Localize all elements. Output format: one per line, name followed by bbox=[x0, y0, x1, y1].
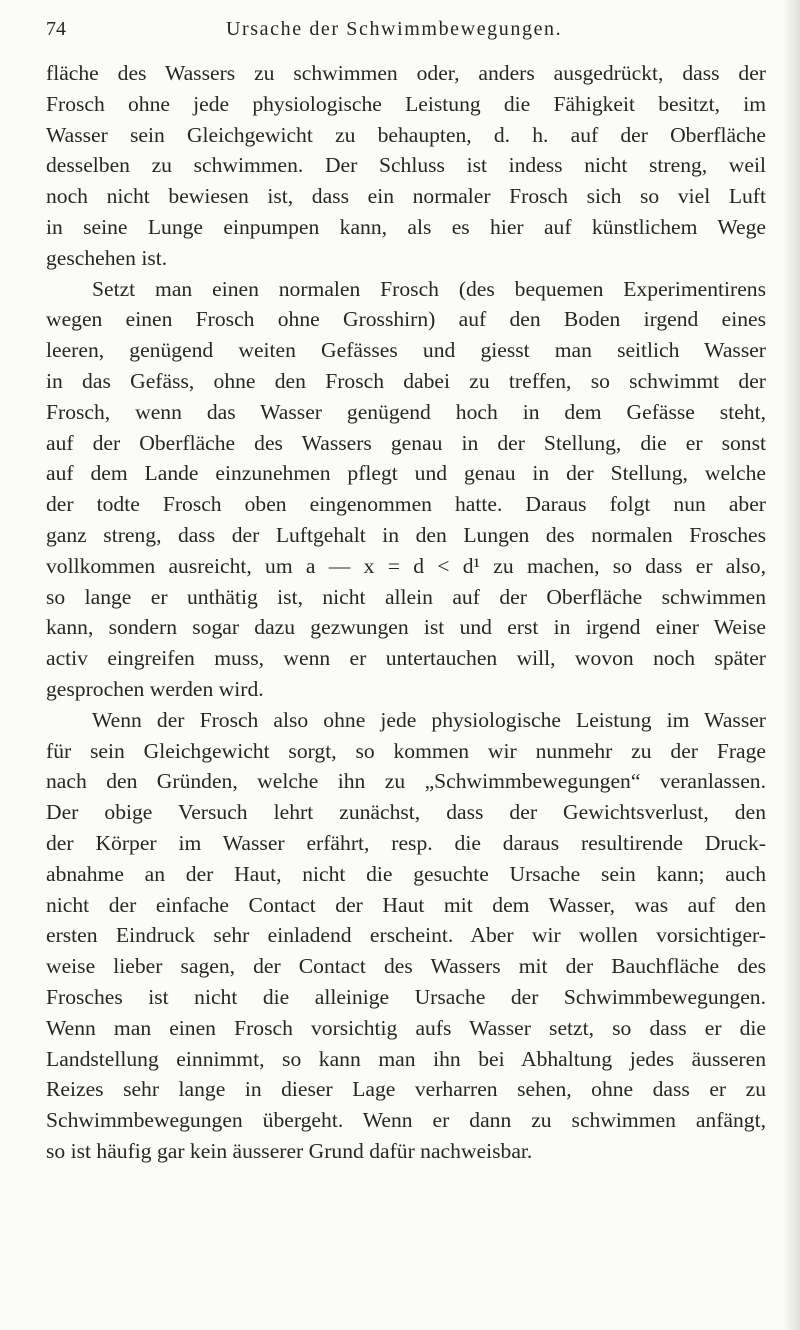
text-line: Schwimmbewegungen übergeht. Wenn er dann zu schwimmen anfängt, bbox=[46, 1108, 766, 1133]
text-line: Wenn man einen Frosch vorsichtig aufs Wasser setzt, so dass er die bbox=[46, 1015, 766, 1040]
body-text bbox=[46, 58, 766, 1167]
text-line: der todte Frosch oben eingenommen hatte. Daraus folgt nun aber bbox=[46, 492, 766, 517]
text-line: activ eingreifen muss, wenn er untertauchen will, wovon noch später bbox=[46, 646, 766, 671]
page-number: 74 bbox=[46, 18, 66, 40]
running-head: Ursache der Schwimmbewegungen. bbox=[226, 18, 563, 40]
text-line: nach den Gründen, welche ihn zu „Schwimmbewegungen“ veranlassen. bbox=[46, 769, 766, 794]
text-line: für sein Gleichgewicht sorgt, so kommen wir nunmehr zu der Frage bbox=[46, 738, 766, 763]
text-line: in seine Lunge einpumpen kann, als es hier auf künstlichem Wege bbox=[46, 214, 766, 239]
text-line: noch nicht bewiesen ist, dass ein normaler Frosch sich so viel Luft bbox=[46, 184, 766, 209]
text-line: Frosch, wenn das Wasser genügend hoch in dem Gefässe steht, bbox=[46, 399, 766, 424]
text-line: fläche des Wassers zu schwimmen oder, anders ausgedrückt, dass der bbox=[46, 61, 766, 85]
text-line: auf der Oberfläche des Wassers genau in der Stellung, die er sonst bbox=[46, 430, 766, 455]
text-line: Landstellung einnimmt, so kann man ihn bei Abhaltung jedes äusseren bbox=[46, 1046, 766, 1071]
text-line: in das Gefäss, ohne den Frosch dabei zu treffen, so schwimmt der bbox=[46, 368, 766, 393]
text-line: weise lieber sagen, der Contact des Wassers mit der Bauchfläche des bbox=[46, 954, 766, 979]
text-line: so ist häufig gar kein äusserer Grund dafür nachweisbar. bbox=[46, 1138, 533, 1163]
text-line: Frosch ohne jede physiologische Leistung die Fähigkeit besitzt, im bbox=[46, 91, 766, 116]
text-line: Der obige Versuch lehrt zunächst, dass der Gewichtsverlust, den bbox=[46, 800, 766, 825]
text-line: ersten Eindruck sehr einladend erscheint. Aber wir wollen vorsichtiger- bbox=[46, 923, 766, 948]
text-line: Reizes sehr lange in dieser Lage verharren sehen, ohne dass er zu bbox=[46, 1077, 766, 1102]
text-line: ganz streng, dass der Luftgehalt in den Lungen des normalen Frosches bbox=[46, 522, 766, 547]
text-line: geschehen ist. bbox=[46, 245, 168, 270]
page-header bbox=[46, 14, 766, 44]
text-line: so lange er unthätig ist, nicht allein auf der Oberfläche schwimmen bbox=[46, 584, 766, 609]
text-line: Wenn der Frosch also ohne jede physiologische Leistung im Wasser bbox=[92, 707, 766, 732]
text-line: der Körper im Wasser erfährt, resp. die daraus resultirende Druck- bbox=[46, 830, 766, 855]
text-line: leeren, genügend weiten Gefässes und giesst man seitlich Wasser bbox=[46, 338, 766, 363]
text-line: Wasser sein Gleichgewicht zu behaupten, d. h. auf der Oberfläche bbox=[46, 122, 766, 147]
text-line: wegen einen Frosch ohne Grosshirn) auf den Boden irgend eines bbox=[46, 307, 766, 332]
text-line: auf dem Lande einzunehmen pflegt und genau in der Stellung, welche bbox=[46, 461, 766, 486]
text-line: vollkommen ausreicht, um a — x = d < d¹ zu machen, so dass er also, bbox=[46, 553, 766, 578]
text-line: desselben zu schwimmen. Der Schluss ist indess nicht streng, weil bbox=[46, 153, 766, 178]
text-line: gesprochen werden wird. bbox=[46, 676, 264, 701]
text-line: kann, sondern sogar dazu gezwungen ist und erst in irgend einer Weise bbox=[46, 615, 766, 640]
text-line: Setzt man einen normalen Frosch (des bequemen Experimentirens bbox=[92, 276, 766, 301]
text-line: nicht der einfache Contact der Haut mit dem Wasser, was auf den bbox=[46, 892, 766, 917]
text-line: abnahme an der Haut, nicht die gesuchte Ursache sein kann; auch bbox=[46, 861, 766, 886]
text-line: Frosches ist nicht die alleinige Ursache der Schwimmbewegungen. bbox=[46, 984, 766, 1009]
